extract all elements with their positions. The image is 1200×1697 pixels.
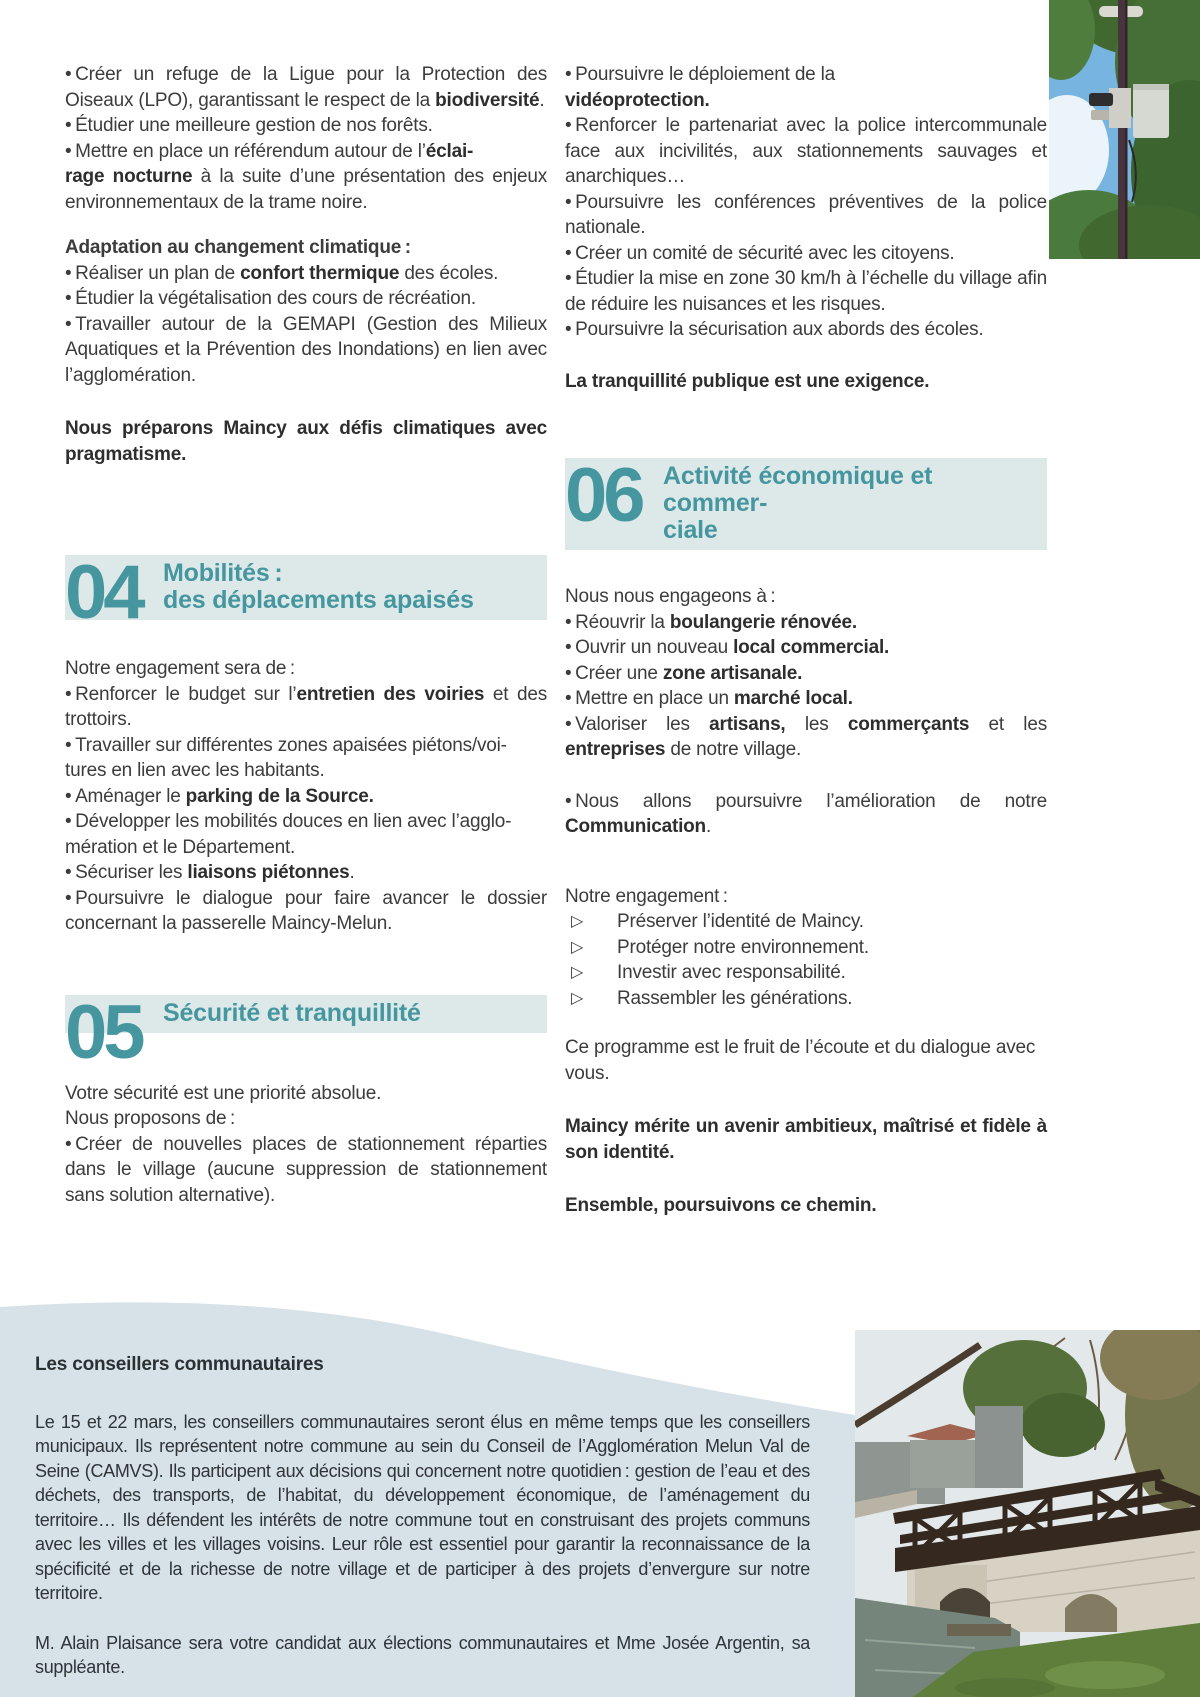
text: Investir avec responsabilité. (617, 962, 846, 983)
bullet-item (65, 809, 547, 860)
text: Nous nous engageons à : (565, 586, 776, 607)
section-number: 05 (65, 989, 142, 1075)
text: à la suite d’une présentation des enjeux environnementaux de la trame noire. (65, 166, 547, 213)
bullet-item (65, 886, 547, 937)
bullet-item (65, 139, 547, 216)
spacer (565, 1011, 1047, 1035)
text: Ensemble, poursuivons ce chemin. (565, 1195, 877, 1216)
text: des écoles. (399, 262, 499, 284)
text: Notre engagement : (565, 885, 728, 907)
bullet-item (65, 1132, 547, 1209)
section-title-line: ciale (663, 516, 718, 544)
section-title-line: Mobilités : (163, 559, 283, 587)
text: Créer de nouvelles places de stationnement réparties dans le village (aucune suppression de stationnement sans solution alternative). (65, 1133, 547, 1206)
section-number: 06 (565, 453, 642, 538)
bullet-item (65, 733, 547, 784)
paragraph (65, 1081, 547, 1107)
text: Créer un comité de sécurité avec les citoyens. (575, 242, 955, 264)
spacer (65, 215, 547, 235)
tri-bullet-item (565, 986, 1047, 1012)
text: Nous préparons Maincy aux défis climatiques avec pragmatisme. (65, 418, 547, 465)
spacer (65, 937, 547, 995)
bold-text: parking de la Source. (185, 785, 374, 807)
bullet-item (565, 62, 1047, 113)
bullet-item (565, 661, 1047, 687)
bullet-item (65, 682, 547, 733)
bold-statement (565, 369, 1047, 395)
bullet-item (565, 266, 1047, 317)
left-column (65, 62, 547, 1208)
text: Développer les mobilités douces en lien avec l’agglo- (75, 811, 512, 832)
text: Étudier la mise en zone 30 km/h à l’échelle du village afin de réduire les nuisances et les risques. (565, 268, 1047, 315)
text: . (539, 89, 545, 111)
text: Créer une (575, 662, 663, 684)
spacer (565, 343, 1047, 369)
bold-text: marché local. (733, 688, 853, 709)
tri-bullet-item (565, 935, 1047, 961)
text: Poursuivre les conférences préventives de la police nationale. (565, 191, 1047, 238)
bullet-item (565, 241, 1047, 267)
bold-statement (565, 1193, 1047, 1219)
text: Poursuivre le déploiement de la (575, 64, 836, 85)
bullet-item (65, 784, 547, 810)
cctv-camera-photo (1049, 0, 1200, 259)
spacer (35, 1378, 810, 1410)
text: La tranquillité publique est une exigence. (565, 370, 930, 392)
bullet-item (65, 860, 547, 886)
text: mération et le Département. (65, 836, 296, 858)
section-title-line: Sécurité et tranquillité (163, 998, 421, 1027)
section-number: 04 (65, 550, 142, 635)
bold-text: rage nocturne (65, 166, 193, 187)
bullet-item (65, 62, 547, 113)
bullet-item (65, 286, 547, 312)
bold-text: commerçants (847, 713, 970, 735)
bullet-item (565, 712, 1047, 763)
text: Renforcer le partenariat avec la police intercommunale face aux incivilités, aux stationnements sauvages et anarchiques… (565, 115, 1047, 187)
spacer (565, 1165, 1047, 1193)
spacer (565, 1086, 1047, 1114)
footer-heading: Les conseillers communautaires (35, 1354, 324, 1375)
right-column (565, 62, 1047, 1219)
text: . (705, 816, 712, 837)
spacer (565, 840, 1047, 884)
tri-bullet-item (565, 909, 1047, 935)
bold-text: entretien des voiries (296, 683, 485, 705)
section-header-05 (65, 989, 547, 1075)
bold-text: biodiversité (435, 89, 540, 111)
bullet-item (565, 113, 1047, 190)
section-title-line: Activité économique et commer- (663, 462, 933, 517)
text: Sécuriser les (75, 862, 188, 883)
text: et les (969, 713, 1047, 735)
spacer (565, 394, 1047, 458)
bold-text: zone artisanale. (662, 662, 803, 684)
text: Aménager le (75, 785, 186, 807)
text: Protéger notre environnement. (617, 936, 869, 958)
text: Travailler autour de la GEMAPI (Gestion des Milieux Aquatiques et la Prévention des Inondations) en lien avec l’agglomération. (65, 313, 547, 386)
spacer (65, 467, 547, 555)
paragraph (65, 1106, 547, 1132)
bold-statement (565, 1114, 1047, 1165)
spacer (65, 388, 547, 416)
bold-text: boulangerie rénovée. (669, 611, 857, 633)
bold-text: éclai- (425, 140, 474, 162)
spacer (35, 1606, 810, 1631)
text: les (785, 713, 848, 735)
text: Nous proposons de : (65, 1108, 236, 1129)
section-header-04 (65, 550, 547, 635)
bold-text: local commercial. (733, 637, 890, 658)
text: Travailler sur différentes zones apaisées piétons/voi- (75, 734, 507, 756)
footer-paragraph (35, 1410, 810, 1606)
text: Adaptation au changement climatique : (65, 237, 411, 258)
text: Mettre en place un référendum autour de l’ (75, 140, 426, 162)
section-title-line: des déplacements apaisés (163, 586, 474, 614)
text: Étudier la végétalisation des cours de récréation. (75, 288, 476, 309)
bullet-item (565, 610, 1047, 636)
bullet-item (565, 317, 1047, 343)
tri-bullet-item (565, 960, 1047, 986)
text: Votre sécurité est une priorité absolue. (65, 1082, 382, 1104)
text: Réouvrir la (575, 611, 670, 633)
bold-text: liaisons piétonnes (187, 862, 350, 883)
text: Valoriser les (575, 713, 710, 735)
bullet-item (565, 635, 1047, 661)
text: Notre engagement sera de : (65, 658, 295, 679)
bold-text: vidéoprotection. (565, 89, 710, 111)
text: Préserver l’identité de Maincy. (617, 911, 864, 932)
spacer (565, 550, 1047, 584)
paragraph (565, 584, 1047, 610)
text: et des trottoirs. (65, 683, 547, 730)
bold-text: Communication (565, 816, 706, 837)
bold-statement (65, 416, 547, 467)
bold-text: artisans, (709, 713, 786, 735)
bullet-item (65, 113, 547, 139)
text: Réaliser un plan de (75, 262, 241, 284)
paragraph (65, 656, 547, 682)
footbridge-photo (855, 1330, 1200, 1697)
text: Créer un refuge de la Ligue pour la Protection des Oiseaux (LPO), garantissant le respect de la (65, 64, 547, 111)
text: Étudier une meilleure gestion de nos forêts. (75, 115, 433, 136)
text: Mettre en place un (575, 688, 734, 709)
bullet-item (565, 789, 1047, 840)
text: Poursuivre la sécurisation aux abords des écoles. (575, 319, 984, 340)
section-header-06 (565, 453, 1047, 550)
bold-text: entreprises (565, 739, 666, 760)
text: tures en lien avec les habitants. (65, 760, 325, 781)
footer-text (35, 1352, 810, 1680)
text: de notre village. (665, 739, 802, 760)
footer-paragraph (35, 1631, 810, 1680)
text: M. Alain Plaisance sera votre candidat aux élections communautaires et Mme Josée Argentin, sa suppléante. (35, 1632, 810, 1677)
bullet-item (565, 686, 1047, 712)
text: Maincy mérite un avenir ambitieux, maîtrisé et fidèle à son identité. (565, 1116, 1047, 1163)
paragraph (565, 1035, 1047, 1086)
text: Rassembler les générations. (617, 987, 853, 1009)
text: Le 15 et 22 mars, les conseillers communautaires seront élus en même temps que les conseillers municipaux. Ils représentent notre commune au sein du Conseil de l’Agglomération Melun Val de Seine (CAMVS). Ils participent aux décisions qui concernent notre quotidien : gestion de l’eau et des déchets, des transports, de l’habitat, du développement économique, de l’aménagement du territoire… Ils défendent les intérêts de notre commune tout en construisant des projets communs avec les villes et les villages voisins. Leur rôle est essentiel pour garantir la reconnaissance de la spécificité et de la richesse de notre village et de participer à des projets d’envergure sur notre territoire. (35, 1411, 810, 1603)
bullet-item (65, 261, 547, 287)
text: Ce programme est le fruit de l’écoute et du dialogue avec vous. (565, 1037, 1036, 1084)
spacer (565, 763, 1047, 789)
paragraph (565, 884, 1047, 910)
bold-text: confort thermique (240, 262, 400, 284)
text: Renforcer le budget sur l’ (75, 683, 297, 705)
sub-heading (65, 235, 547, 261)
text: Ouvrir un nouveau (575, 637, 734, 658)
bullet-item (565, 190, 1047, 241)
bullet-item (65, 312, 547, 389)
text: Poursuivre le dialogue pour faire avancer le dossier concernant la passerelle Maincy-Melun. (65, 887, 547, 934)
text: . (349, 862, 355, 883)
text: Nous allons poursuivre l’amélioration de notre (575, 790, 1047, 812)
